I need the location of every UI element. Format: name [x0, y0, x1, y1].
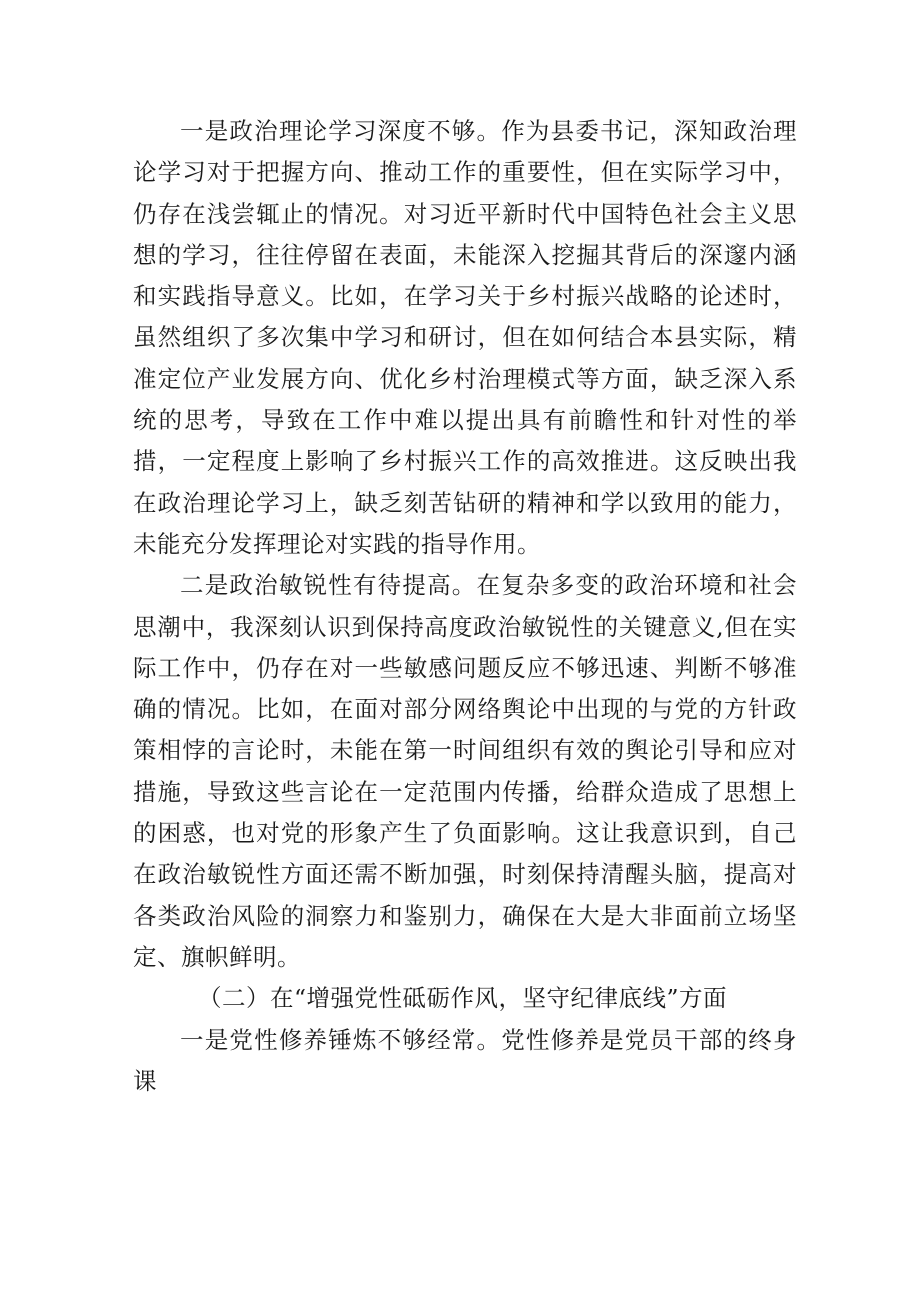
- paragraph-party-cultivation: 一是党性修养锤炼不够经常。党性修养是党员干部的终身课: [133, 1025, 797, 1095]
- paragraph-political-theory-study: 一是政治理论学习深度不够。作为县委书记，深知政治理论学习对于把握方向、推动工作的重要性，但在实际学习中，仍存在浅尝辄止的情况。对习近平新时代中国特色社会主义思想的学习，往往停留在表面，未能深入挖掘其背后的深邃内涵和实践指导意义。比如，在学习关于乡村振兴战略的论述时，虽然组织了多次集中学习和研讨，但在如何结合本县实际，精准定位产业发展方向、优化乡村治理模式等方面，缺乏深入系统的思考，导致在工作中难以提出具有前瞻性和针对性的举措，一定程度上影响了乡村振兴工作的高效推进。这反映出我在政治理论学习上，缺乏刻苦钻研的精神和学以致用的能力，未能充分发挥理论对实践的指导作用。: [133, 117, 797, 558]
- document-body: [133, 111, 797, 1102]
- section-heading: （二）在“增强党性砥砺作风，坚守纪律底线”方面: [198, 984, 728, 1013]
- paragraph-political-sensitivity: 二是政治敏锐性有待提高。在复杂多变的政治环境和社会思潮中，我深刻认识到保持高度政治敏锐性的关键意义,但在实际工作中，仍存在对一些敏感问题反应不够迅速、判断不够准确的情况。比如，在面对部分网络舆论中出现的与党的方针政策相悖的言论时，未能在第一时间组织有效的舆论引导和应对措施，导致这些言论在一定范围内传播，给群众造成了思想上的困惑，也对党的形象产生了负面影响。这让我意识到，自己在政治敏锐性方面还需不断加强，时刻保持清醒头脑，提高对各类政治风险的洞察力和鉴别力，确保在大是大非面前立场坚定、旗帜鲜明。: [133, 571, 797, 971]
